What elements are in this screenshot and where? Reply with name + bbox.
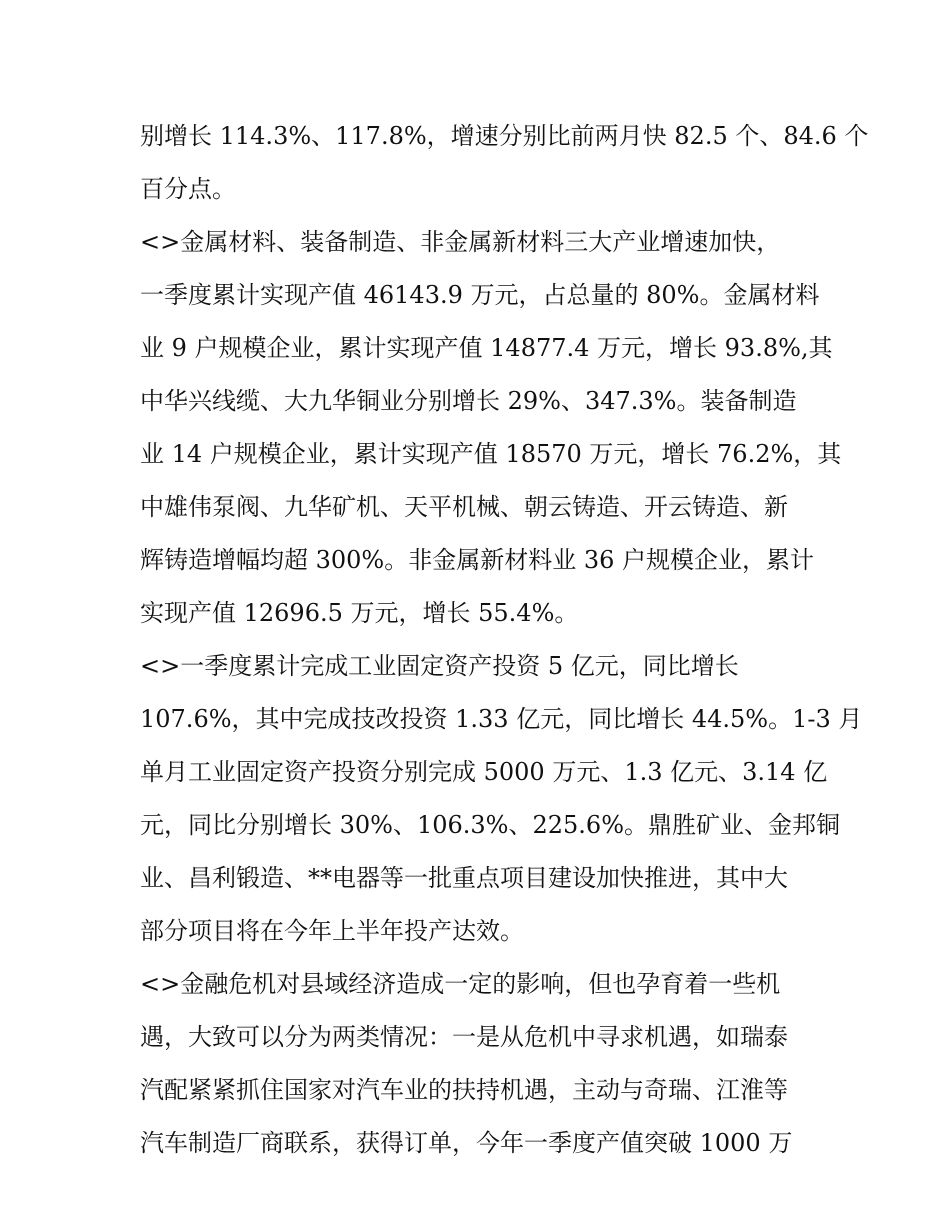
text-line: 实现产值 12696.5 万元，增长 55.4%。 — [140, 599, 579, 627]
text-line: 遇，大致可以分为两类情况：一是从危机中寻求机遇，如瑞泰 — [140, 1023, 788, 1051]
text-line: 部分项目将在今年上半年投产达效。 — [140, 917, 524, 945]
text-line: 业、昌利锻造、**电器等一批重点项目建设加快推进，其中大 — [140, 864, 788, 892]
text-line: 一季度累计实现产值 46143.9 万元，占总量的 80%。金属材料 — [140, 281, 820, 309]
text-line: 汽配紧紧抓住国家对汽车业的扶持机遇，主动与奇瑞、江淮等 — [140, 1076, 788, 1104]
text-line: 107.6%，其中完成技改投资 1.33 亿元，同比增长 44.5%。1-3 月 — [140, 705, 863, 733]
text-line: 百分点。 — [140, 175, 236, 203]
text-line: <>金属材料、装备制造、非金属新材料三大产业增速加快， — [140, 228, 781, 256]
text-line: 别增长 114.3%、117.8%，增速分别比前两月快 82.5 个、84.6 个 — [140, 122, 869, 150]
text-line: 业 14 户规模企业，累计实现产值 18570 万元，增长 76.2%，其 — [140, 440, 842, 468]
text-line: 中雄伟泵阀、九华矿机、天平机械、朝云铸造、开云铸造、新 — [140, 493, 788, 521]
text-line: <>一季度累计完成工业固定资产投资 5 亿元，同比增长 — [140, 652, 739, 680]
text-line: 业 9 户规模企业，累计实现产值 14877.4 万元，增长 93.8%,其 — [140, 334, 833, 362]
text-line: 元，同比分别增长 30%、106.3%、225.6%。鼎胜矿业、金邦铜 — [140, 811, 840, 839]
text-line: 辉铸造增幅均超 300%。非金属新材料业 36 户规模企业，累计 — [140, 546, 815, 574]
text-line: <>金融危机对县域经济造成一定的影响，但也孕育着一些机 — [140, 970, 781, 998]
body-text — [140, 110, 869, 1170]
text-line: 汽车制造厂商联系，获得订单，今年一季度产值突破 1000 万 — [140, 1129, 793, 1157]
text-line: 中华兴线缆、大九华铜业分别增长 29%、347.3%。装备制造 — [140, 387, 797, 415]
text-line: 单月工业固定资产投资分别完成 5000 万元、1.3 亿元、3.14 亿 — [140, 758, 828, 786]
